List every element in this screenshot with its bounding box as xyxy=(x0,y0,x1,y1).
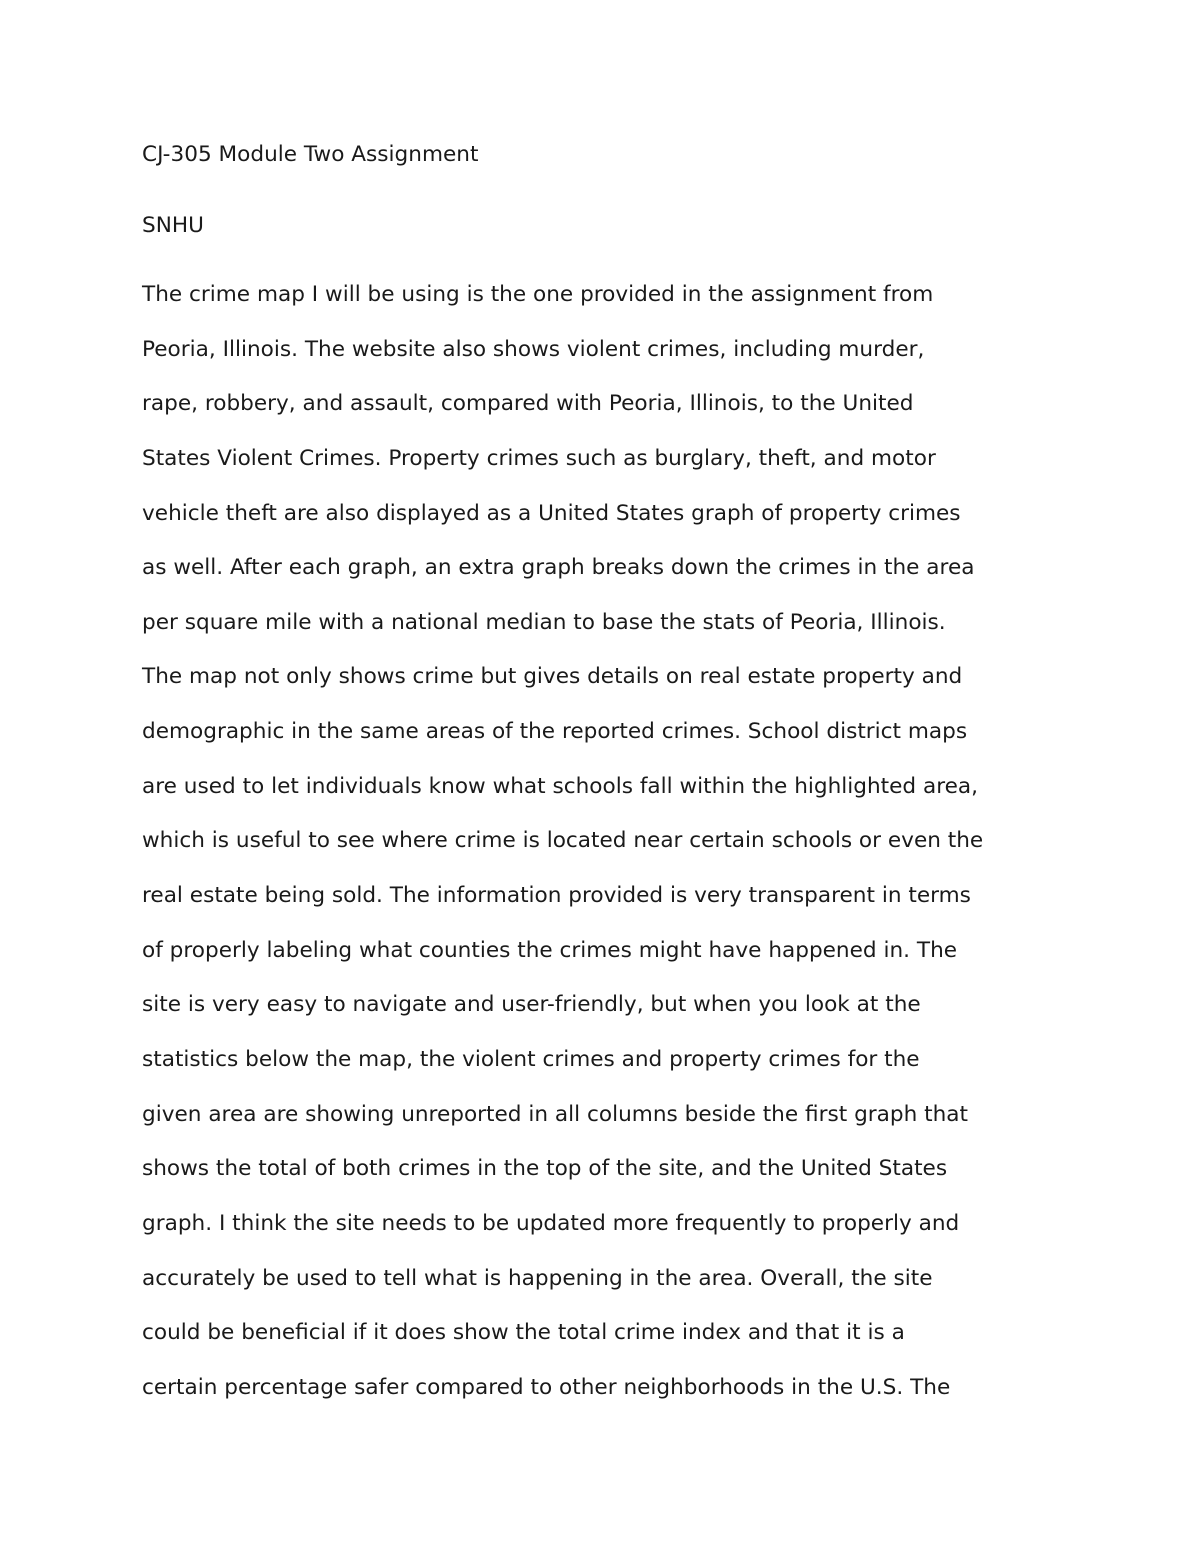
body-line: Peoria, Illinois. The website also shows violent crimes, including murder, xyxy=(142,336,925,362)
document-author: SNHU xyxy=(142,213,204,238)
body-line: are used to let individuals know what schools fall within the highlighted area, xyxy=(142,773,978,799)
body-line: graph. I think the site needs to be updated more frequently to properly and xyxy=(142,1210,960,1236)
body-line: real estate being sold. The information provided is very transparent in terms xyxy=(142,883,971,909)
body-line: demographic in the same areas of the reported crimes. School district maps xyxy=(142,719,968,745)
body-line: per square mile with a national median to base the stats of Peoria, Illinois. xyxy=(142,609,946,635)
body-line: which is useful to see where crime is located near certain schools or even the xyxy=(142,828,984,854)
body-line: could be beneficial if it does show the total crime index and that it is a xyxy=(142,1320,905,1346)
body-line: The map not only shows crime but gives details on real estate property and xyxy=(142,664,963,690)
body-line: The crime map I will be using is the one provided in the assignment from xyxy=(142,282,934,307)
body-line: States Violent Crimes. Property crimes such as burglary, theft, and motor xyxy=(142,445,936,471)
body-line: rape, robbery, and assault, compared with Peoria, Illinois, to the United xyxy=(142,391,914,417)
body-line: given area are showing unreported in all columns beside the first graph that xyxy=(142,1101,969,1127)
body-line: certain percentage safer compared to other neighborhoods in the U.S. The xyxy=(142,1374,951,1400)
document-body xyxy=(0,281,984,1428)
body-line: accurately be used to tell what is happening in the area. Overall, the site xyxy=(142,1265,933,1291)
document-title: CJ-305 Module Two Assignment xyxy=(142,142,479,167)
body-line: site is very easy to navigate and user-friendly, but when you look at the xyxy=(142,992,921,1018)
body-line: of properly labeling what counties the crimes might have happened in. The xyxy=(142,937,958,963)
body-line: statistics below the map, the violent crimes and property crimes for the xyxy=(142,1046,920,1072)
body-line: as well. After each graph, an extra graph breaks down the crimes in the area xyxy=(142,555,975,581)
body-line: shows the total of both crimes in the top of the site, and the United States xyxy=(142,1156,948,1182)
body-line: vehicle theft are also displayed as a United States graph of property crimes xyxy=(142,500,961,526)
